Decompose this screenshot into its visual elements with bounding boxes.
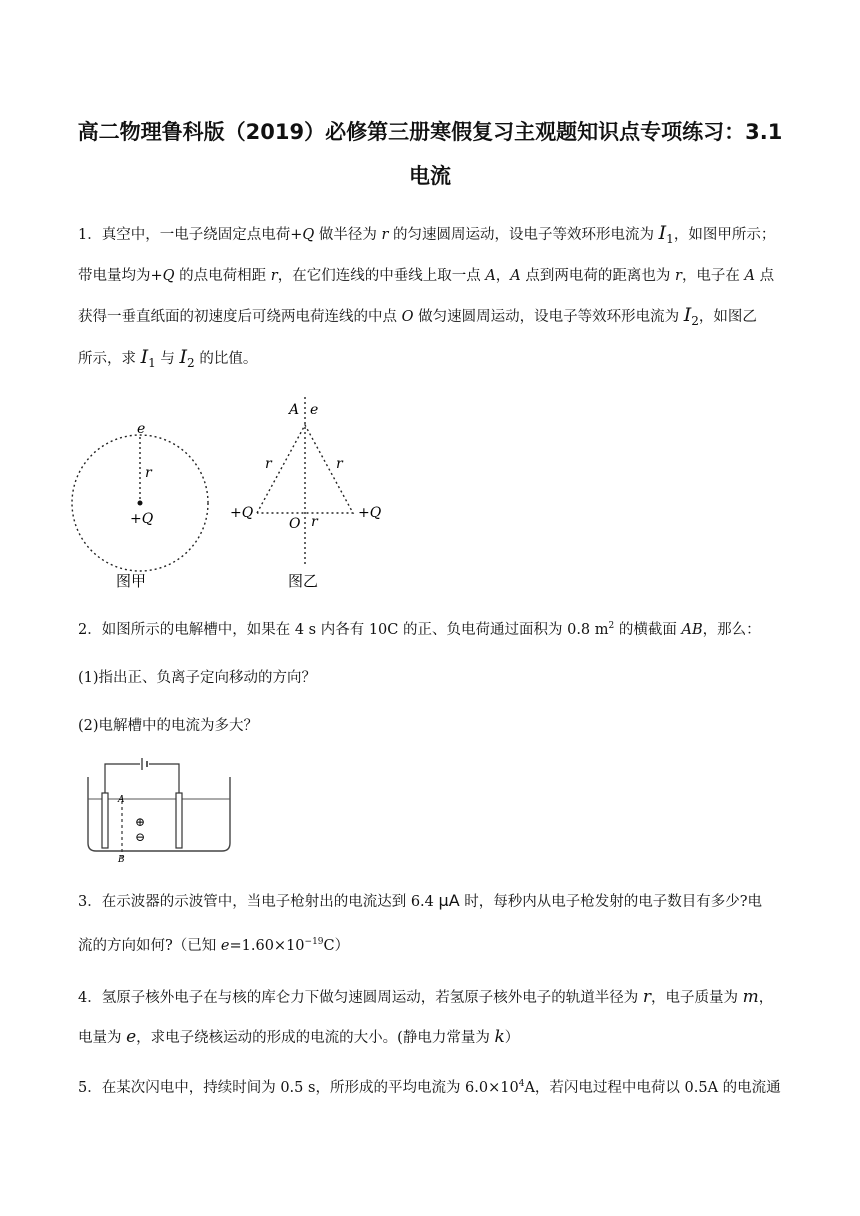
label-q-left-yi: +Q <box>230 505 254 521</box>
q2-line1: 2．如图所示的电解槽中，如果在 4 s 内各有 10C 的正、负电荷通过面积为 0.8 $m^2$ 的横截面 AB，那么： <box>78 621 761 638</box>
circuit-wire-right <box>149 764 179 795</box>
q1-line1: 1．真空中，一电子绕固定点电荷+Q 做半径为 r 的匀速圆周运动，设电子等效环形电流为 $I_1$，如图甲所示； <box>78 222 776 246</box>
label-r-right-yi: r <box>336 456 343 472</box>
q1-line4: 所示，求 $I_1$ 与 $I_2$ 的比值。 <box>78 346 258 370</box>
charge-dot <box>138 501 143 506</box>
label-e-yi: e <box>310 402 319 418</box>
caption-jia: 图甲 <box>116 572 147 590</box>
label-b-cell: B <box>118 855 125 865</box>
label-a-yi: A <box>289 402 300 418</box>
q4-line2: 电量为 e，求电子绕核运动的形成的电流的大小。(静电力常量为 k） <box>78 1027 520 1047</box>
doc-title-line1: 高二物理鲁科版（2019）必修第三册寒假复习主观题知识点专项练习：3.1 <box>77 120 783 144</box>
label-q-jia: +Q <box>130 511 154 527</box>
q2-line3: (2)电解槽中的电流为多大？ <box>78 718 259 734</box>
doc-title-line2: 电流 <box>409 164 451 188</box>
q3-line1: 3．在示波器的示波管中，当电子枪射出的电流达到 6.4 μA 时，每秒内从电子枪发射的电子数目有多少?电 <box>78 891 763 910</box>
label-a-cell: A <box>118 795 125 805</box>
q1-line2: 带电量均为+Q 的点电荷相距 r，在它们连线的中垂线上取一点 A，A 点到两电荷的距离也为 r，电子在 A 点 <box>78 268 775 284</box>
q5-line1: 5．在某次闪电中，持续时间为 0.5 s，所形成的平均电流为 $6.0\times 10^4A$，若闪电过程中电荷以 0.5A 的电流通 <box>78 1079 781 1096</box>
q1-line3: 获得一垂直纸面的初速度后可绕两电荷连线的中点 O 做匀速圆周运动，设电子等效环形电流为 $I_2$，如图乙 <box>78 304 757 328</box>
positive-ion-icon: ⊕ <box>135 815 146 829</box>
label-r-bottom-yi: r <box>311 514 318 530</box>
label-r-jia: r <box>145 465 152 481</box>
caption-yi: 图乙 <box>288 572 319 590</box>
q4-line1: 4．氢原子核外电子在与核的库仑力下做匀速圆周运动，若氢原子核外电子的轨道半径为 r，电子质量为 m， <box>78 987 774 1007</box>
negative-ion-icon: ⊖ <box>135 830 146 844</box>
q2-line2: (1)指出正、负离子定向移动的方向？ <box>78 670 317 686</box>
electrode-left <box>102 793 108 848</box>
figure-1 <box>70 395 400 595</box>
electrode-right <box>176 793 182 848</box>
circuit-wire <box>105 764 140 795</box>
tank <box>88 777 230 851</box>
label-e-jia: e <box>137 421 146 437</box>
label-o-yi: O <box>289 516 301 532</box>
figure-2-electrolytic-cell <box>82 755 232 865</box>
label-r-left-yi: r <box>265 456 272 472</box>
q3-line2: 流的方向如何?（已知 $e=1.60\times 10^{-19}C$） <box>78 937 350 954</box>
label-q-right-yi: +Q <box>358 505 382 521</box>
